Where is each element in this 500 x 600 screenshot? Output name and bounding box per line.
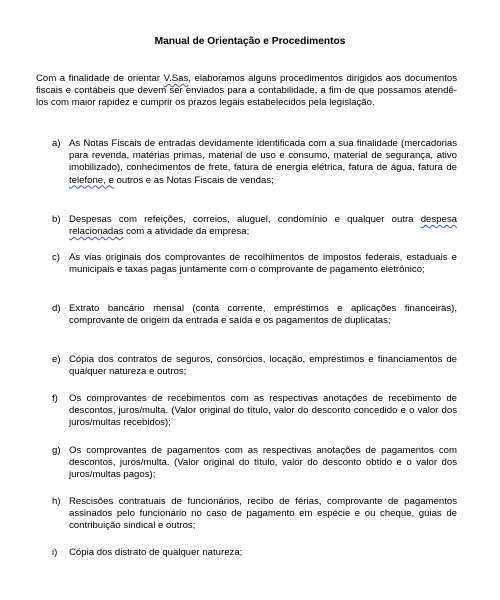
list-item-text: [69, 445, 457, 482]
list-item-text: [69, 214, 457, 238]
list-item-text-before: Extrato bancário mensal (conta corrente, empréstimos e aplicações financeiras), comprovante de origem da entrada e saída e os pagamentos de duplicatas;: [69, 303, 457, 327]
list-item-text: [69, 303, 457, 327]
list-item-a: [52, 138, 457, 187]
list-item-text-after: com a atividade da empresa;: [123, 226, 250, 238]
list-item-b: [52, 214, 457, 238]
intro-text-before: Com a finalidade de orientar: [36, 73, 164, 84]
list-item-e: [52, 354, 457, 378]
spellcheck-flagged-text: despesa relacionadas: [69, 214, 457, 238]
list-marker: a): [52, 138, 61, 149]
list-item-text-after: outros e as Notas Fiscais de vendas;: [113, 174, 274, 186]
list-marker: f): [52, 393, 58, 404]
list-item-i: [52, 547, 457, 559]
list-marker: e): [52, 354, 61, 365]
list-item-text-before: Rescisões contratuais de funcionários, recibo de férias, comprovante de pagamentos assinados pelo funcionário no caso de pagamento em espécie e ou cheque, guias de contribuição sindical e outros;: [69, 496, 457, 532]
spellcheck-flagged-text: telefone, e: [69, 174, 114, 186]
list-item-f: [52, 393, 457, 430]
list-item-g: [52, 445, 457, 482]
list-item-text-before: Despesas com refeições, correios, aluguel, condomínio e qualquer outra: [69, 214, 421, 225]
list-item-text-before: As vias originais dos comprovantes de recolhimentos de impostos federais, estaduais e municipais e taxas pagas juntamente com o comprovante de pagamento eletrônico;: [69, 252, 457, 276]
intro-text-after: , elaboramos alguns procedimentos dirigidos aos documentos fiscais e contábeis que devem ser enviados para a contabilidade, a fim de que possamos atendê-los com maior rapidez e cumprir os prazos legais estabelecidos pela legislação.: [36, 73, 457, 109]
list-marker: i): [52, 547, 58, 558]
list-item-text: [69, 252, 457, 276]
list-item-text-before: Cópia dos contratos de seguros, consórcios, locação, empréstimos e financiamentos de qualquer natureza e outros;: [69, 354, 457, 378]
list-item-text-before: Cópia dos distrato de qualquer natureza;: [69, 547, 243, 558]
list-marker: b): [52, 214, 61, 225]
document-title: Manual de Orientação e Procedimentos: [154, 36, 346, 47]
list-item-c: [52, 252, 457, 276]
list-item-text: [69, 138, 457, 187]
list-item-text: [69, 496, 457, 533]
list-item-text-before: Os comprovantes de pagamentos com as respectivas anotações de pagamentos com descontos, juros/multa. (Valor original do título, valor do desconto obtido e o valor dos juros/multas pagos);: [69, 445, 457, 481]
list-item-text: [69, 547, 457, 559]
intro-paragraph: [36, 73, 457, 110]
list-item-h: [52, 496, 457, 533]
intro-spellcheck-flagged-text: V.Sas: [163, 73, 189, 84]
list-marker: d): [52, 303, 61, 314]
list-item-text-before: Os comprovantes de recebimentos com as respectivas anotações de recebimento de descontos, juros/multa. (Valor original do título, valor do desconto concedido e o valor dos juros/multas recebidos);: [69, 393, 457, 429]
list-marker: c): [52, 252, 60, 263]
list-marker: h): [52, 496, 61, 507]
list-item-text: [69, 354, 457, 378]
list-item-d: [52, 303, 457, 327]
list-item-text-before: As Notas Fiscais de entradas devidamente identificada com a sua finalidade (mercadorias para revenda, matérias primas, material de uso e consumo, material de segurança, ativo imobilizado), conhecimentos de frete, fatura de energia elétrica, fatura de água, fatura de: [69, 138, 457, 174]
list-marker: g): [52, 445, 61, 456]
list-item-text: [69, 393, 457, 430]
